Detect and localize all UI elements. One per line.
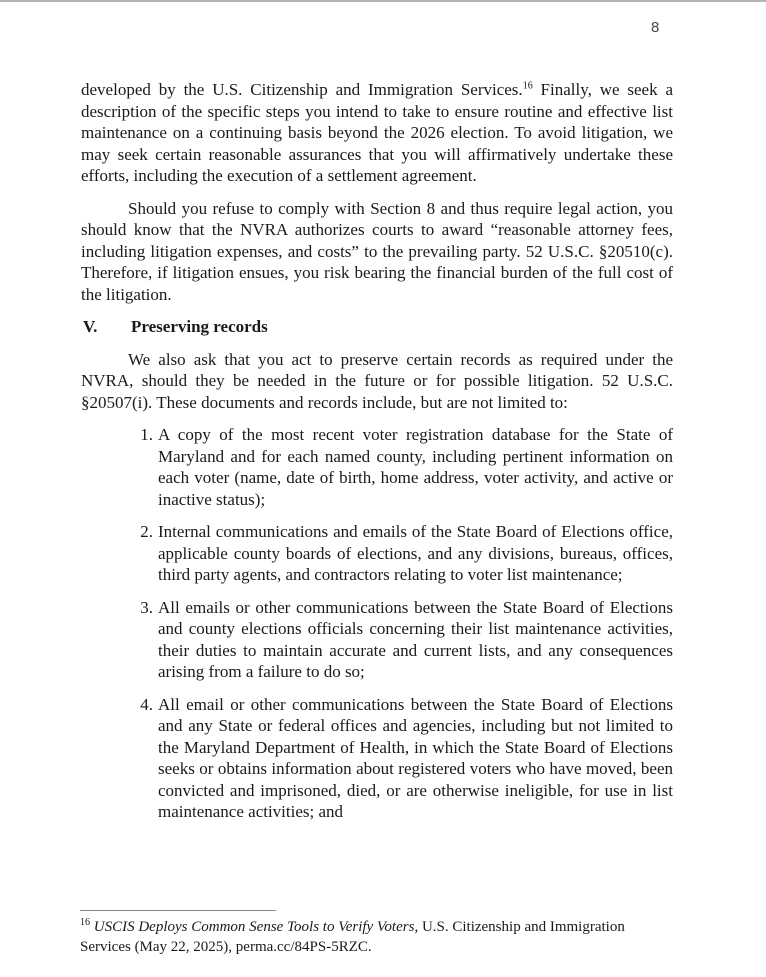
footnote-separator <box>80 910 276 911</box>
records-list <box>81 424 673 823</box>
footnote-reference[interactable]: 16 <box>522 80 533 92</box>
paragraph-continuation: developed by the U.S. Citizenship and Immigration Services.$^{16}$ Finally, we seek a description of the specific steps you intend to take to ensure routine and effective list maintenance on a continuing basis beyond the 2026 election. To avoid litigation, we may seek certain reasonable assurances that you will affirmatively undertake these efforts, including the execution of a settlement agreement. <box>81 80 674 185</box>
section-number: V. <box>83 317 98 336</box>
footnote-number: 16 <box>80 917 90 928</box>
paragraph-preserve-records: We also ask that you act to preserve certain records as required under the NVRA, should they be needed in the future or for possible litigation. 52 U.S.C. §20507(i). These documents and records include, but are not limited to: <box>81 349 673 412</box>
page-number: 8 <box>651 19 660 36</box>
document-body <box>81 79 673 834</box>
list-item: 4. All email or other communications between the State Board of Elections and any State or federal offices and agencies, including but not limited to the Maryland Department of Health, in which the State Board of Elections seeks or obtains information about registered voters who have moved, been convicted and imprisoned, died, or are otherwise ineligible, for use in list maintenance activities; and <box>140 694 673 821</box>
viewer-top-border <box>0 0 766 2</box>
footnote <box>80 917 675 957</box>
footnote-title: USCIS Deploys Common Sense Tools to Verify Voters <box>93 919 415 935</box>
paragraph-legal-action: Should you refuse to comply with Section 8 and thus require legal action, you should know that the NVRA authorizes courts to award “reasonable attorney fees, including litigation expenses, and costs” to the prevailing party. 52 U.S.C. §20510(c). Therefore, if litigation ensues, you risk bearing the financial burden of the full cost of the litigation. <box>81 198 673 304</box>
list-item: 2. Internal communications and emails of the State Board of Elections office, applicable county boards of elections, and any divisions, bureaus, offices, third party agents, and contractors relating to voter list maintenance; <box>140 522 673 584</box>
section-heading <box>81 316 673 338</box>
list-item: 1. A copy of the most recent voter registration database for the State of Maryland and for each named county, including pertinent information on each voter (name, date of birth, home address, voter activity, and active or inactive status); <box>140 425 673 509</box>
footnote-citation: , U.S. Citizenship and Immigration Services (May 22, 2025), perma.cc/84PS-5RZC. <box>80 919 625 955</box>
list-item: 3. All emails or other communications between the State Board of Elections and county elections officials concerning their list maintenance activities, their duties to maintain accurate and current lists, and any consequences arising from a failure to do so; <box>140 597 673 681</box>
section-title: Preserving records <box>131 317 268 336</box>
